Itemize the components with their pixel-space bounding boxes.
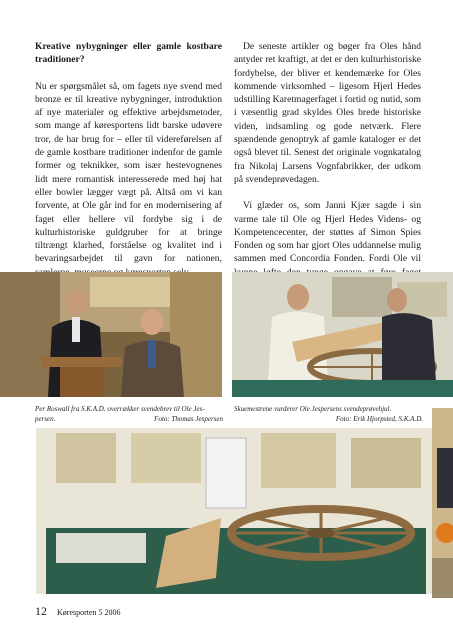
photo-caption-right [234,404,423,424]
photo-credit: Foto: Thomas Jespersen [154,415,223,423]
body-paragraph: De seneste artikler og bøger fra Oles hånd antyder ret kraftigt, at det er den kulturhistoriske fordybelse, der bliver et kendemærke for Oles kommende virksomhed – ligesom Hjerl Hedes udstilling Karetmagerfaget i fortid og nutid, som i væsentlig grad skyldes Oles brede historiske viden, indsamling og gode netværk. Flere spændende genoptryk af gamle kataloger er det også blevet til. Senest det originale vognkatalog fra Nikolaj Larsens Vognfabrikker, der udkom på svendeprøvedagen. [234,41,421,185]
section-heading: Kreative nybygninger eller gamle kostbare traditioner? [35,41,222,66]
caption-line: Per Roswall fra S.K.A.D. overrækker svendebrev til Ole Jes- [35,405,205,413]
photo-exhibition-wheel [36,428,432,594]
photo-edge-partial [432,408,453,598]
caption-line: Skuemestrene vurderer Ole Jespersens svendeprøvehjul. [234,405,392,413]
photo-caption-left [35,404,223,424]
photo-credit: Foto: Erik Hjorpsted, S.K.A.D. [335,415,423,423]
caption-line: persen. [35,415,56,423]
photo-wheel-assessment [232,272,453,397]
page-footer [35,604,121,619]
photo-award-ceremony [0,272,222,397]
body-paragraph: Nu er spørgsmålet så, om fagets nye svend med bronze er til kreative nybygninger, introduktion af nye materialer og effektive arbejdsmetoder, som mange af køresportens lidt barske udøvere tror, de har brug for – eller til videreførelsen af de gamle kostbare traditioner indenfor de gamle former og teknikker, som især hestevognenes lidt mere romantisk interesserede med høj hat eller bowler lægger vægt på. Altså om vi kan forvente, at Ole går ind for en modernisering af faget eller hellere vil fordybe sig i de kulturhistoriske guldgruber for at bringe tiltrængt klarhed, forståelse og kvalitet ind i bevaringsarbejdet til gavn for nationen, [35,80,222,265]
page-number: 12 [35,604,47,618]
publication-name: Køresporten 5 2006 [57,608,121,617]
right-column [234,40,421,305]
body-paragraph: Vi glæder os, som Janni Kjær sagde i sin varme tale til Ole og Hjerl Hedes Videns- og Kompetencecenter, der støttes af Simon Spies Fonden og som har gjort Oles uddannelse mulig sammen med Concordia Fonden. Fordi Ole vil [234,200,421,265]
left-column [35,40,222,292]
